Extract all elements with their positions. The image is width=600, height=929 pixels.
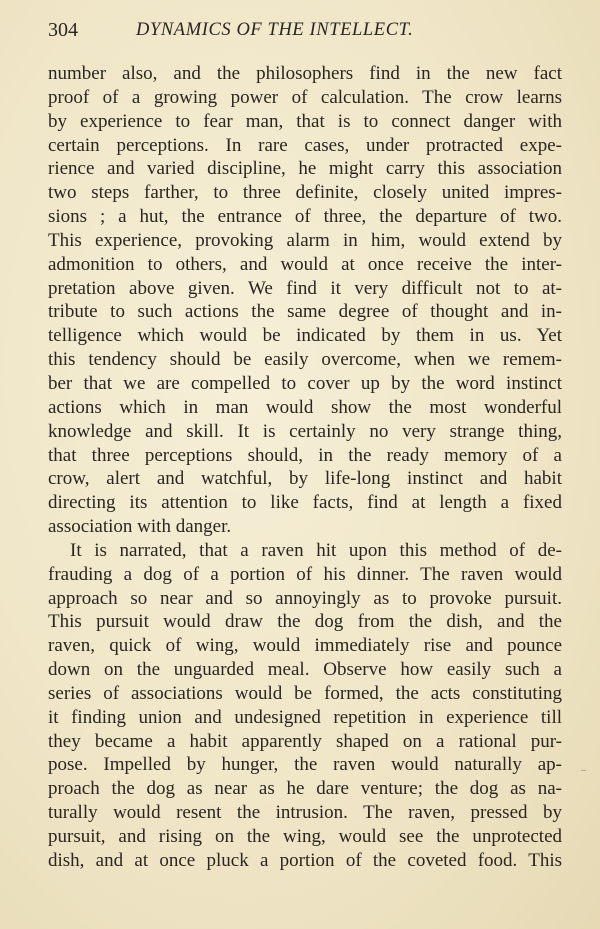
text-line: down on the unguarded meal. Observe how easily such a: [48, 659, 562, 681]
text-line: number also, and the philosophers find in the new fact: [48, 63, 562, 84]
text-line: two steps farther, to three definite, closely united impres-: [48, 182, 562, 204]
text-line: This pursuit would draw the dog from the dish, and the: [48, 611, 562, 633]
text-line: ber that we are compelled to cover up by the word instinct: [48, 372, 562, 394]
paper-speck: [581, 770, 586, 771]
text-line: certain perceptions. In rare cases, under protracted expe-: [48, 134, 562, 156]
text-line: series of associations would be formed, the acts constituting: [48, 682, 562, 704]
text-line: rience and varied discipline, he might carry this association: [48, 158, 562, 180]
text-line: proof of a growing power of calculation. The crow learns: [48, 86, 562, 108]
text-line: dish, and at once pluck a portion of the coveted food. This: [48, 849, 562, 871]
page-header: [48, 19, 562, 45]
text-line: approach so near and so annoyingly as to provoke pursuit.: [48, 587, 562, 609]
text-line: by experience to fear man, that is to connect danger with: [48, 110, 562, 132]
text-line: pretation above given. We find it very difficult not to at-: [48, 277, 562, 299]
text-line: telligence which would be indicated by them in us. Yet: [48, 325, 562, 347]
text-line: crow, alert and watchful, by life-long instinct and habit: [48, 468, 562, 490]
body-text: [48, 62, 562, 873]
text-line: pursuit, and rising on the wing, would see the unprotected: [48, 826, 562, 847]
paragraph-start-line: It is narrated, that a raven hit upon this method of de-: [70, 539, 562, 561]
running-title: DYNAMICS OF THE INTELLECT.: [136, 20, 414, 40]
text-line: sions ; a hut, the entrance of three, the departure of two.: [48, 206, 562, 228]
text-line: frauding a dog of a portion of his dinner. The raven would: [48, 563, 562, 585]
text-line: This experience, provoking alarm in him, would extend by: [48, 229, 562, 251]
page-number: 304: [48, 19, 78, 41]
text-line: actions which in man would show the most wonderful: [48, 396, 562, 418]
text-line: pose. Impelled by hunger, the raven would naturally ap-: [48, 754, 562, 776]
text-line: they became a habit apparently shaped on a rational pur-: [48, 730, 562, 752]
text-line: knowledge and skill. It is certainly no very strange thing,: [48, 420, 562, 442]
text-line: directing its attention to like facts, find at length a fixed: [48, 492, 562, 514]
text-line: this tendency should be easily overcome, when we remem-: [48, 349, 562, 371]
text-line: proach the dog as near as he dare venture; the dog as na-: [48, 778, 562, 800]
text-line: turally would resent the intrusion. The raven, pressed by: [48, 802, 562, 824]
text-line: tribute to such actions the same degree of thought and in-: [48, 301, 562, 323]
text-line: association with danger.: [48, 516, 232, 538]
text-line: admonition to others, and would at once receive the inter-: [48, 253, 562, 275]
text-line: raven, quick of wing, would immediately rise and pounce: [48, 635, 562, 657]
text-line: it finding union and undesigned repetition in experience till: [48, 706, 562, 728]
text-line: that three perceptions should, in the ready memory of a: [48, 444, 562, 466]
